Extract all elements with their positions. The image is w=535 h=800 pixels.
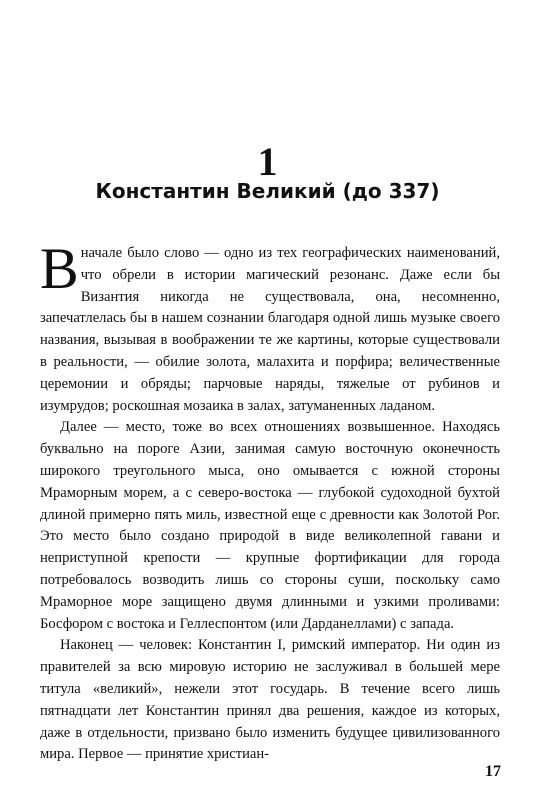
chapter-number: 1 bbox=[257, 139, 278, 184]
paragraph-1-text: начале было слово — одно из тех географических наименований, что обрели в истории магический резонанс. Даже если бы Византия никогда не существовала, она, несомненно, запечатлелась бы в нашем сознании благодаря одной лишь музыке своего названия, вызывая в воображении те же картины, которые существовали в реальности, — обилие золота, малахита и порфира; величественные церемонии и обряды; парчовые наряды, тяжелые от рубинов и изумрудов; роскошная мозаика в залах, затуманенных ладаном. bbox=[40, 245, 500, 414]
paragraph-1 bbox=[40, 236, 500, 417]
paragraph-2: Далее — место, тоже во всех отношениях возвышенное. Находясь буквально на пороге Азии, занимая самую восточную оконечность широкого треугольного мыса, оно омывается с южной стороны Мраморным морем, а с северо-востока — глубокой судоходной бухтой длиной примерно пять миль, известной еще с древности как Золотой Рог. Это место было создано природой в виде великолепной гавани и неприступной крепости — крупные фортификации для города потребовалось возводить лишь со стороны суши, поскольку само Мраморное море защищено двумя длинными и узкими проливами: Босфором с востока и Геллеспонтом (или Дарданеллами) с запада. bbox=[40, 419, 500, 632]
chapter-title: Константин Великий (до 337) bbox=[95, 179, 440, 203]
body-text bbox=[40, 236, 500, 766]
drop-cap: В bbox=[40, 236, 79, 301]
page-number: 17 bbox=[485, 763, 501, 780]
paragraph-3: Наконец — человек: Константин I, римский император. Ни один из правителей за всю мировую историю не заслуживал в большей мере титула «великий», нежели этот государь. В течение всего лишь пятнадцати лет Константин принял два решения, каждое из которых, даже в отдельности, призвано было изменить будущее цивилизованного мира. Первое — принятие христиан- bbox=[40, 637, 500, 763]
